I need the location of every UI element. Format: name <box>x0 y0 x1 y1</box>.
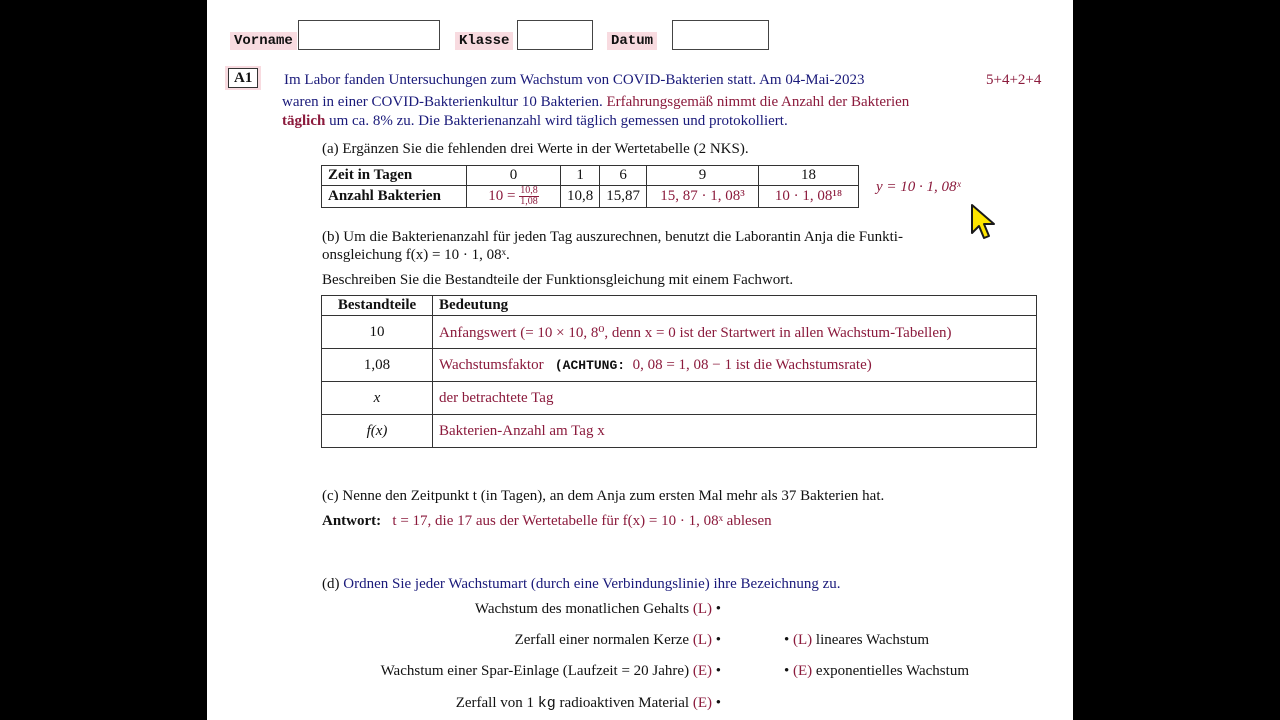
meaning-cell: Wachstumsfaktor (ACHTUNG: 0, 08 = 1, 08 − 1 ist die Wachstumsrate) <box>433 349 1037 382</box>
task-id: A1 <box>228 68 258 88</box>
klasse-field[interactable] <box>517 20 593 50</box>
part-b-question-line-1: (b) Um die Bakterienanzahl für jeden Tag auszurechnen, benutzt die Laborantin Anja die Funkti- <box>322 229 903 245</box>
worksheet-page <box>207 0 1073 720</box>
day-cell: 18 <box>759 166 859 186</box>
count-cell-day-1: 10,8 <box>561 186 600 208</box>
formula-note: y = 10 · 1, 08ˣ <box>876 179 961 195</box>
component-cell: f(x) <box>322 415 433 448</box>
part-a-question: (a) Ergänzen Sie die fehlenden drei Werte in der Wertetabelle (2 NKS). <box>322 141 749 157</box>
day-cell: 1 <box>561 166 600 186</box>
match-left-item: Zerfall einer normalen Kerze (L) • <box>514 632 721 648</box>
answer-text: t = 17, die 17 aus der Wertetabelle für f(x) = 10 · 1, 08ˣ ablesen <box>392 513 772 529</box>
task-points: 5+4+2+4 <box>986 72 1042 88</box>
intro-line-2: waren in einer COVID-Bakterienkultur 10 Bakterien. Erfahrungsgemäß nimmt die Anzahl der Bakterien <box>282 94 910 110</box>
meaning-cell: Bakterien-Anzahl am Tag x <box>433 415 1037 448</box>
value-table <box>321 165 859 208</box>
part-b-instruction: Beschreiben Sie die Bestandteile der Funktionsgleichung mit einem Fachwort. <box>322 272 794 288</box>
col-header-meaning: Bedeutung <box>433 296 1037 316</box>
match-left-item: Wachstum einer Spar-Einlage (Laufzeit = 20 Jahre) (E) • <box>380 663 721 679</box>
component-cell: 10 <box>322 316 433 349</box>
mouse-cursor-icon <box>970 203 1000 243</box>
part-b-question-line-2: onsgleichung f(x) = 10 · 1, 08ˣ. <box>322 247 510 263</box>
day-cell: 9 <box>647 166 759 186</box>
count-cell-day-9: 15, 87 · 1, 08³ <box>647 186 759 208</box>
part-d-question: (d) Ordnen Sie jeder Wachstumart (durch eine Verbindungslinie) ihre Bezeichnung zu. <box>322 576 841 592</box>
match-right-item: • (E) exponentielles Wachstum <box>784 663 969 679</box>
part-c-answer-line <box>322 510 772 532</box>
match-left-item: Zerfall von 1 kg radioaktiven Material (E) • <box>455 695 721 712</box>
klasse-label: Klasse <box>455 32 513 50</box>
components-table <box>321 295 1037 448</box>
component-cell: 1,08 <box>322 349 433 382</box>
match-right-item: • (L) lineares Wachstum <box>784 632 929 648</box>
count-cell-day-0: 10 = $\frac{10,8}{1,08}$ <box>467 186 561 208</box>
meaning-cell: der betrachtete Tag <box>433 382 1037 415</box>
answer-label: Antwort: <box>322 513 382 529</box>
meaning-cell: Anfangswert (= 10 × 10, 8⁰, denn x = 0 ist der Startwert in allen Wachstum-Tabellen) <box>433 316 1037 349</box>
row-label-time: Zeit in Tagen <box>322 166 467 186</box>
count-cell-day-6: 15,87 <box>600 186 647 208</box>
part-c-question: (c) Nenne den Zeitpunkt t (in Tagen), an dem Anja zum ersten Mal mehr als 37 Bakterien hat. <box>322 488 885 504</box>
vorname-field[interactable] <box>298 20 440 50</box>
task-id-badge <box>225 66 261 90</box>
intro-line-3: täglich um ca. 8% zu. Die Bakterienanzahl wird täglich gemessen und protokolliert. <box>282 113 788 129</box>
vorname-label: Vorname <box>230 32 297 50</box>
day-cell: 6 <box>600 166 647 186</box>
col-header-components: Bestandteile <box>322 296 433 316</box>
intro-line-1: Im Labor fanden Untersuchungen zum Wachstum von COVID-Bakterien statt. Am 04-Mai-2023 <box>284 72 865 88</box>
count-cell-day-18: 10 · 1, 08¹⁸ <box>759 186 859 208</box>
row-label-count: Anzahl Bakterien <box>322 186 467 208</box>
day-cell: 0 <box>467 166 561 186</box>
datum-field[interactable] <box>672 20 769 50</box>
match-left-item: Wachstum des monatlichen Gehalts (L) • <box>474 601 721 617</box>
component-cell: x <box>322 382 433 415</box>
datum-label: Datum <box>607 32 657 50</box>
